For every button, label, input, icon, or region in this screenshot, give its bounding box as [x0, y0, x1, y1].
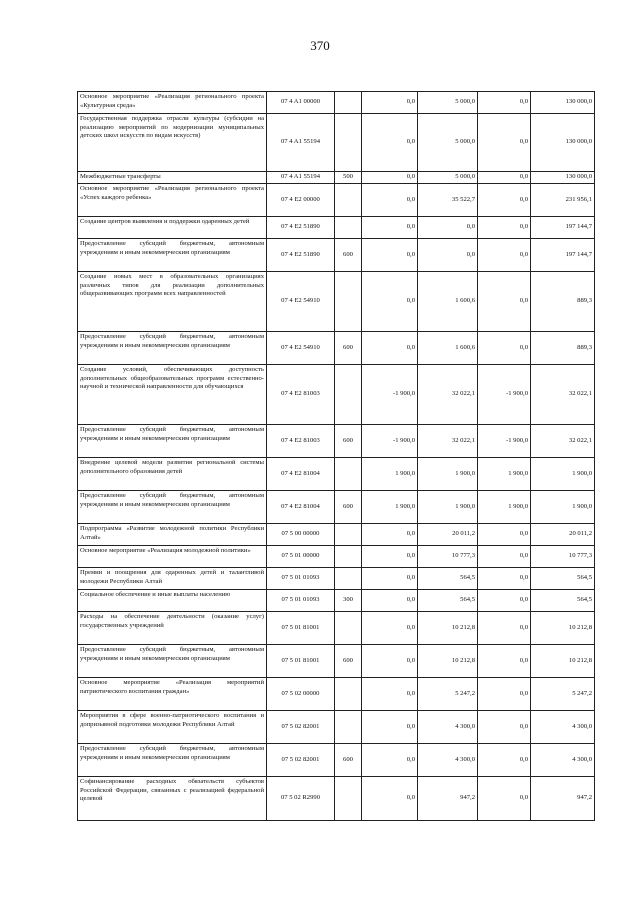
row-value-2: 1 900,0	[418, 491, 478, 524]
row-value-1: 0,0	[362, 272, 418, 332]
row-target-code: 07 5 02 82001	[267, 744, 335, 777]
row-value-4: 10 212,8	[531, 645, 595, 678]
row-value-1: 0,0	[362, 590, 418, 612]
row-value-2: 5 000,0	[418, 114, 478, 172]
row-value-3: 0,0	[478, 612, 531, 645]
row-value-3: 0,0	[478, 114, 531, 172]
row-value-2: 947,2	[418, 777, 478, 821]
row-target-code: 07 5 01 81001	[267, 645, 335, 678]
row-name: Предоставление субсидий бюджетным, автономным учреждениям и иным некоммерческим организациям	[78, 239, 267, 272]
row-target-code: 07 4 E2 00000	[267, 184, 335, 217]
row-target-code: 07 5 02 R2990	[267, 777, 335, 821]
row-name: Премии и поощрения для одаренных детей и талантливой молодежи Республики Алтай	[78, 568, 267, 590]
table-row	[78, 612, 595, 645]
row-value-1: 0,0	[362, 777, 418, 821]
row-value-3: 0,0	[478, 332, 531, 365]
row-value-1: -1 900,0	[362, 365, 418, 425]
table-row	[78, 272, 595, 332]
row-expense-type	[335, 458, 362, 491]
row-value-4: 5 247,2	[531, 678, 595, 711]
row-expense-type	[335, 546, 362, 568]
row-value-1: 0,0	[362, 172, 418, 184]
row-target-code: 07 4 E2 81004	[267, 491, 335, 524]
row-expense-type: 600	[335, 239, 362, 272]
table-row	[78, 590, 595, 612]
row-target-code: 07 4 A1 55194	[267, 114, 335, 172]
row-target-code: 07 4 E2 51890	[267, 217, 335, 239]
row-value-4: 231 956,1	[531, 184, 595, 217]
row-value-1: 1 900,0	[362, 491, 418, 524]
row-expense-type	[335, 568, 362, 590]
row-value-4: 4 300,0	[531, 744, 595, 777]
row-target-code: 07 4 E2 54910	[267, 272, 335, 332]
row-name: Подпрограмма «Развитие молодежной политики Республики Алтай»	[78, 524, 267, 546]
row-value-3: 0,0	[478, 524, 531, 546]
row-value-3: 0,0	[478, 777, 531, 821]
row-expense-type	[335, 678, 362, 711]
row-value-4: 197 144,7	[531, 239, 595, 272]
table-row	[78, 711, 595, 744]
row-value-2: 10 777,3	[418, 546, 478, 568]
row-expense-type	[335, 612, 362, 645]
row-expense-type	[335, 777, 362, 821]
table-row	[78, 217, 595, 239]
row-value-2: 32 022,1	[418, 425, 478, 458]
row-target-code: 07 5 01 00000	[267, 546, 335, 568]
row-target-code: 07 4 A1 55194	[267, 172, 335, 184]
row-name: Предоставление субсидий бюджетным, автономным учреждениям и иным некоммерческим организациям	[78, 491, 267, 524]
row-name: Предоставление субсидий бюджетным, автономным учреждениям и иным некоммерческим организациям	[78, 332, 267, 365]
table-row	[78, 546, 595, 568]
table-row	[78, 645, 595, 678]
row-expense-type: 500	[335, 172, 362, 184]
row-expense-type	[335, 272, 362, 332]
row-value-1: 0,0	[362, 92, 418, 114]
row-value-4: 4 300,0	[531, 711, 595, 744]
row-value-4: 889,3	[531, 332, 595, 365]
row-expense-type	[335, 711, 362, 744]
table-row	[78, 678, 595, 711]
row-value-4: 130 000,0	[531, 114, 595, 172]
row-name: Государственная поддержка отрасли культуры (субсидии на реализацию мероприятий по модернизации муниципальных детских школ искусств по видам искусств)	[78, 114, 267, 172]
row-value-3: 0,0	[478, 546, 531, 568]
table-row	[78, 114, 595, 172]
budget-table-body	[78, 92, 595, 821]
row-expense-type	[335, 524, 362, 546]
table-row	[78, 777, 595, 821]
table-row	[78, 184, 595, 217]
row-name: Основное мероприятие «Реализация регионального проекта «Культурная среда»	[78, 92, 267, 114]
row-name: Предоставление субсидий бюджетным, автономным учреждениям и иным некоммерческим организациям	[78, 744, 267, 777]
row-value-2: 5 000,0	[418, 92, 478, 114]
table-row	[78, 239, 595, 272]
row-value-4: 1 900,0	[531, 458, 595, 491]
row-name: Создание новых мест в образовательных организациях различных типов для реализации дополнительных общеразвивающих программ всех направленностей	[78, 272, 267, 332]
table-row	[78, 425, 595, 458]
row-value-2: 10 212,8	[418, 612, 478, 645]
row-value-3: 0,0	[478, 678, 531, 711]
row-target-code: 07 4 A1 00000	[267, 92, 335, 114]
row-value-4: 889,3	[531, 272, 595, 332]
row-value-3: 0,0	[478, 590, 531, 612]
row-value-1: 0,0	[362, 114, 418, 172]
row-value-3: 0,0	[478, 172, 531, 184]
row-expense-type: 600	[335, 425, 362, 458]
row-target-code: 07 5 02 82001	[267, 711, 335, 744]
row-value-3: 0,0	[478, 711, 531, 744]
row-value-3: 1 900,0	[478, 491, 531, 524]
row-value-3: 0,0	[478, 217, 531, 239]
row-value-4: 564,5	[531, 568, 595, 590]
row-name: Расходы на обеспечение деятельности (оказание услуг) государственных учреждений	[78, 612, 267, 645]
row-name: Внедрение целевой модели развития региональной системы дополнительного образования детей	[78, 458, 267, 491]
row-name: Предоставление субсидий бюджетным, автономным учреждениям и иным некоммерческим организациям	[78, 645, 267, 678]
table-row	[78, 92, 595, 114]
row-value-4: 1 900,0	[531, 491, 595, 524]
row-value-4: 10 212,8	[531, 612, 595, 645]
row-expense-type	[335, 114, 362, 172]
row-expense-type: 600	[335, 645, 362, 678]
row-value-1: 0,0	[362, 239, 418, 272]
row-value-2: 35 522,7	[418, 184, 478, 217]
table-row	[78, 458, 595, 491]
row-value-2: 564,5	[418, 590, 478, 612]
row-value-3: 0,0	[478, 272, 531, 332]
row-name: Основное мероприятие «Реализация регионального проекта «Успех каждого ребенка»	[78, 184, 267, 217]
table-row	[78, 332, 595, 365]
row-value-4: 564,5	[531, 590, 595, 612]
row-expense-type: 600	[335, 332, 362, 365]
row-target-code: 07 5 01 01093	[267, 568, 335, 590]
row-expense-type	[335, 184, 362, 217]
row-value-4: 130 000,0	[531, 92, 595, 114]
row-target-code: 07 5 00 00000	[267, 524, 335, 546]
row-value-1: 0,0	[362, 568, 418, 590]
row-value-4: 947,2	[531, 777, 595, 821]
row-value-1: 0,0	[362, 546, 418, 568]
row-value-1: 0,0	[362, 645, 418, 678]
row-value-1: 0,0	[362, 332, 418, 365]
row-value-2: 1 900,0	[418, 458, 478, 491]
row-value-2: 5 247,2	[418, 678, 478, 711]
row-value-4: 130 000,0	[531, 172, 595, 184]
row-value-1: 1 900,0	[362, 458, 418, 491]
page-number: 370	[310, 38, 330, 53]
row-value-3: 0,0	[478, 92, 531, 114]
row-target-code: 07 4 E2 51890	[267, 239, 335, 272]
row-value-2: 5 000,0	[418, 172, 478, 184]
row-name: Софинансирование расходных обязательств субъектов Российской Федерации, связанных с реализацией федеральной целевой	[78, 777, 267, 821]
row-name: Мероприятия в сфере военно-патриотического воспитания и допризывной подготовки молодежи Республики Алтай	[78, 711, 267, 744]
row-value-2: 564,5	[418, 568, 478, 590]
row-value-1: 0,0	[362, 524, 418, 546]
row-name: Создание центров выявления и поддержки одаренных детей	[78, 217, 267, 239]
row-value-3: 0,0	[478, 744, 531, 777]
row-name: Межбюджетные трансферты	[78, 172, 267, 184]
row-expense-type	[335, 365, 362, 425]
row-value-1: 0,0	[362, 217, 418, 239]
row-target-code: 07 4 E2 81003	[267, 365, 335, 425]
row-value-3: 0,0	[478, 645, 531, 678]
row-target-code: 07 5 01 81001	[267, 612, 335, 645]
row-value-2: 4 300,0	[418, 711, 478, 744]
row-value-2: 10 212,8	[418, 645, 478, 678]
row-value-1: 0,0	[362, 184, 418, 217]
row-value-2: 0,0	[418, 239, 478, 272]
table-row	[78, 568, 595, 590]
row-target-code: 07 4 E2 81004	[267, 458, 335, 491]
table-row	[78, 491, 595, 524]
row-name: Предоставление субсидий бюджетным, автономным учреждениям и иным некоммерческим организациям	[78, 425, 267, 458]
table-row	[78, 524, 595, 546]
row-value-1: 0,0	[362, 612, 418, 645]
row-value-2: 1 600,6	[418, 272, 478, 332]
row-value-4: 32 022,1	[531, 425, 595, 458]
row-target-code: 07 5 01 01093	[267, 590, 335, 612]
row-value-2: 20 011,2	[418, 524, 478, 546]
row-expense-type: 300	[335, 590, 362, 612]
row-name: Основное мероприятие «Реализация мероприятий патриотического воспитания граждан»	[78, 678, 267, 711]
row-value-3: 0,0	[478, 568, 531, 590]
row-value-1: 0,0	[362, 678, 418, 711]
table-row	[78, 172, 595, 184]
row-value-3: 1 900,0	[478, 458, 531, 491]
table-row	[78, 365, 595, 425]
row-name: Создание условий, обеспечивающих доступность дополнительных общеобразовательных программ естественно-научной и технической направленности для обучающихся	[78, 365, 267, 425]
row-expense-type	[335, 92, 362, 114]
row-value-1: -1 900,0	[362, 425, 418, 458]
row-name: Социальное обеспечение и иные выплаты населению	[78, 590, 267, 612]
row-value-1: 0,0	[362, 744, 418, 777]
row-value-2: 32 022,1	[418, 365, 478, 425]
row-value-3: -1 900,0	[478, 425, 531, 458]
row-value-4: 32 022,1	[531, 365, 595, 425]
row-value-3: 0,0	[478, 239, 531, 272]
budget-table	[77, 91, 595, 821]
table-row	[78, 744, 595, 777]
row-value-4: 10 777,3	[531, 546, 595, 568]
row-expense-type: 600	[335, 744, 362, 777]
row-name: Основное мероприятие «Реализация молодежной политики»	[78, 546, 267, 568]
row-value-3: -1 900,0	[478, 365, 531, 425]
row-value-3: 0,0	[478, 184, 531, 217]
row-value-2: 1 600,6	[418, 332, 478, 365]
row-target-code: 07 5 02 00000	[267, 678, 335, 711]
row-expense-type: 600	[335, 491, 362, 524]
row-value-4: 197 144,7	[531, 217, 595, 239]
row-value-2: 4 300,0	[418, 744, 478, 777]
row-expense-type	[335, 217, 362, 239]
row-value-4: 20 011,2	[531, 524, 595, 546]
row-value-2: 0,0	[418, 217, 478, 239]
row-target-code: 07 4 E2 81003	[267, 425, 335, 458]
row-target-code: 07 4 E2 54910	[267, 332, 335, 365]
row-value-1: 0,0	[362, 711, 418, 744]
